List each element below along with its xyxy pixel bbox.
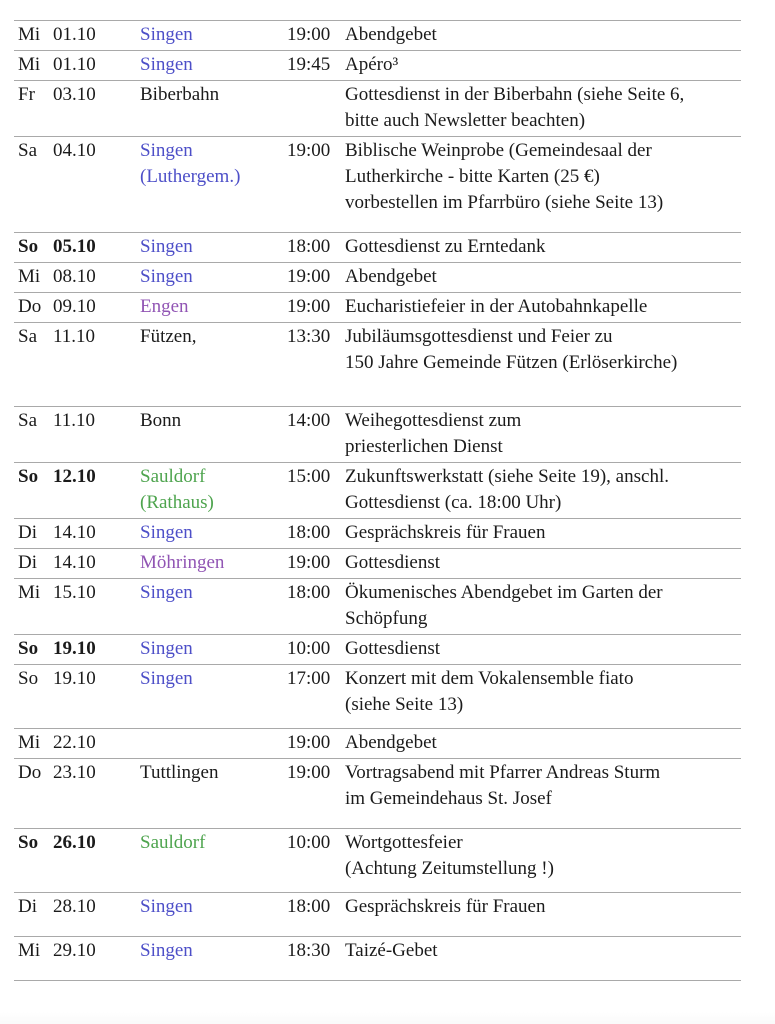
description-cell — [345, 463, 741, 519]
location-cell — [140, 323, 287, 407]
day-cell: Mi — [18, 940, 41, 961]
date-cell: 01.10 — [53, 24, 96, 45]
day-cell: So — [18, 466, 39, 487]
day-cell: So — [18, 236, 39, 257]
time-cell: 19:00 — [287, 732, 331, 753]
text-line: Abendgebet — [345, 24, 437, 45]
schedule-table — [14, 20, 741, 981]
text-line: Eucharistiefeier in der Autobahnkapelle — [345, 296, 648, 317]
text-line: Tuttlingen — [140, 762, 219, 783]
date-cell: 09.10 — [53, 296, 96, 317]
text-line: Gesprächskreis für Frauen — [345, 896, 546, 917]
text-line: im Gemeindehaus St. Josef — [345, 788, 552, 809]
time-cell: 10:00 — [287, 638, 331, 659]
location-cell — [140, 233, 287, 263]
table-row — [14, 729, 741, 759]
day-cell: So — [18, 832, 39, 853]
day-cell: Do — [18, 762, 42, 783]
day-cell: Sa — [18, 326, 37, 347]
day-cell: Di — [18, 522, 37, 543]
location-cell — [140, 759, 287, 829]
time-cell: 19:00 — [287, 140, 331, 161]
text-line: Singen — [140, 582, 193, 603]
time-cell: 18:30 — [287, 940, 331, 961]
text-line: Singen — [140, 140, 193, 161]
description-cell — [345, 829, 741, 893]
description-cell — [345, 51, 741, 81]
text-line: Apéro³ — [345, 54, 399, 75]
time-cell: 18:00 — [287, 522, 331, 543]
table-row — [14, 549, 741, 579]
date-cell: 19.10 — [53, 638, 96, 659]
time-cell: 18:00 — [287, 896, 331, 917]
day-cell: Mi — [18, 24, 41, 45]
location-cell — [140, 463, 287, 519]
location-cell — [140, 263, 287, 293]
text-line: Engen — [140, 296, 189, 317]
day-cell: Mi — [18, 582, 41, 603]
text-line: Ökumenisches Abendgebet im Garten der — [345, 582, 663, 603]
text-line: Abendgebet — [345, 266, 437, 287]
table-row — [14, 665, 741, 729]
time-cell: 19:00 — [287, 266, 331, 287]
time-cell — [287, 81, 345, 137]
text-line: Weihegottesdienst zum — [345, 410, 522, 431]
table-row — [14, 21, 741, 51]
text-line: Singen — [140, 522, 193, 543]
table-row — [14, 519, 741, 549]
text-line: bitte auch Newsletter beachten) — [345, 110, 586, 131]
location-cell — [140, 937, 287, 981]
date-cell: 19.10 — [53, 668, 96, 689]
text-line: Taizé-Gebet — [345, 940, 438, 961]
time-cell: 19:00 — [287, 24, 331, 45]
text-line: vorbestellen im Pfarrbüro (siehe Seite 13) — [345, 192, 664, 213]
location-cell — [140, 519, 287, 549]
table-row — [14, 323, 741, 407]
description-cell — [345, 635, 741, 665]
description-cell — [345, 549, 741, 579]
description-cell — [345, 407, 741, 463]
date-cell: 29.10 — [53, 940, 96, 961]
text-line: Jubiläumsgottesdienst und Feier zu — [345, 326, 613, 347]
date-cell: 15.10 — [53, 582, 96, 603]
location-cell — [140, 729, 287, 759]
date-cell: 14.10 — [53, 522, 96, 543]
table-row — [14, 893, 741, 937]
schedule-body — [14, 21, 741, 981]
text-line: Singen — [140, 940, 193, 961]
text-line: Vortragsabend mit Pfarrer Andreas Sturm — [345, 762, 661, 783]
table-row — [14, 233, 741, 263]
day-cell: So — [18, 638, 39, 659]
text-line: Gottesdienst in der Biberbahn (siehe Seite 6, — [345, 84, 685, 105]
day-cell: Mi — [18, 266, 41, 287]
text-line: priesterlichen Dienst — [345, 436, 503, 457]
text-line: 150 Jahre Gemeinde Fützen (Erlöserkirche) — [345, 352, 678, 373]
date-cell: 03.10 — [53, 84, 96, 105]
table-row — [14, 407, 741, 463]
text-line: Gottesdienst — [345, 638, 440, 659]
description-cell — [345, 263, 741, 293]
table-row — [14, 263, 741, 293]
date-cell: 28.10 — [53, 896, 96, 917]
table-row — [14, 51, 741, 81]
table-row — [14, 293, 741, 323]
text-line: (Achtung Zeitumstellung !) — [345, 858, 554, 879]
day-cell: Mi — [18, 54, 41, 75]
text-line: Gottesdienst zu Erntedank — [345, 236, 546, 257]
location-cell — [140, 893, 287, 937]
text-line: Singen — [140, 54, 193, 75]
description-cell — [345, 519, 741, 549]
table-row — [14, 759, 741, 829]
text-line: Biberbahn — [140, 84, 220, 105]
date-cell: 26.10 — [53, 832, 96, 853]
text-line: Konzert mit dem Vokalensemble fiato — [345, 668, 634, 689]
text-line: Fützen, — [140, 326, 197, 347]
time-cell: 18:00 — [287, 236, 331, 257]
description-cell — [345, 21, 741, 51]
location-cell — [140, 407, 287, 463]
text-line: Sauldorf — [140, 832, 206, 853]
description-cell — [345, 81, 741, 137]
description-cell — [345, 579, 741, 635]
location-cell — [140, 137, 287, 233]
date-cell: 08.10 — [53, 266, 96, 287]
date-cell: 23.10 — [53, 762, 96, 783]
time-cell: 19:00 — [287, 762, 331, 783]
table-row — [14, 579, 741, 635]
text-line: Zukunftswerkstatt (siehe Seite 19), anschl. — [345, 466, 669, 487]
text-line: Bonn — [140, 410, 182, 431]
date-cell: 01.10 — [53, 54, 96, 75]
location-cell — [140, 81, 287, 137]
text-line: Biblische Weinprobe (Gemeindesaal der — [345, 140, 652, 161]
description-cell — [345, 233, 741, 263]
day-cell: Mi — [18, 732, 41, 753]
day-cell: Sa — [18, 140, 37, 161]
day-cell: Fr — [18, 84, 35, 105]
date-cell: 11.10 — [53, 410, 96, 431]
day-cell: Sa — [18, 410, 37, 431]
text-line: Schöpfung — [345, 608, 428, 629]
description-cell — [345, 293, 741, 323]
text-line: Gottesdienst — [345, 552, 440, 573]
text-line: Wortgottesfeier — [345, 832, 463, 853]
date-cell: 04.10 — [53, 140, 96, 161]
time-cell: 19:45 — [287, 54, 331, 75]
description-cell — [345, 893, 741, 937]
description-cell — [345, 137, 741, 233]
time-cell: 17:00 — [287, 668, 331, 689]
day-cell: Do — [18, 296, 42, 317]
location-cell — [140, 635, 287, 665]
text-line: Singen — [140, 638, 193, 659]
date-cell: 11.10 — [53, 326, 96, 347]
time-cell: 15:00 — [287, 466, 331, 487]
time-cell: 13:30 — [287, 326, 331, 347]
text-line: Singen — [140, 896, 193, 917]
description-cell — [345, 759, 741, 829]
time-cell: 19:00 — [287, 296, 331, 317]
date-cell: 12.10 — [53, 466, 96, 487]
text-line: (Rathaus) — [140, 492, 214, 513]
table-row — [14, 81, 741, 137]
description-cell — [345, 665, 741, 729]
table-row — [14, 137, 741, 233]
description-cell — [345, 323, 741, 407]
location-cell — [140, 549, 287, 579]
date-cell: 14.10 — [53, 552, 96, 573]
document-page — [0, 20, 775, 1024]
location-cell — [140, 579, 287, 635]
text-line: Singen — [140, 24, 193, 45]
table-row — [14, 829, 741, 893]
text-line: Singen — [140, 266, 193, 287]
text-line: Gottesdienst (ca. 18:00 Uhr) — [345, 492, 562, 513]
text-line: (Luthergem.) — [140, 166, 241, 187]
table-row — [14, 463, 741, 519]
text-line: Abendgebet — [345, 732, 437, 753]
text-line: Möhringen — [140, 552, 225, 573]
text-line: Singen — [140, 236, 193, 257]
description-cell — [345, 937, 741, 981]
text-line: (siehe Seite 13) — [345, 694, 464, 715]
location-cell — [140, 665, 287, 729]
time-cell: 18:00 — [287, 582, 331, 603]
location-cell — [140, 51, 287, 81]
day-cell: Di — [18, 896, 37, 917]
day-cell: So — [18, 668, 39, 689]
table-row — [14, 937, 741, 981]
time-cell: 10:00 — [287, 832, 331, 853]
time-cell: 19:00 — [287, 552, 331, 573]
date-cell: 05.10 — [53, 236, 96, 257]
text-line: Lutherkirche - bitte Karten (25 €) — [345, 166, 600, 187]
table-row — [14, 635, 741, 665]
date-cell: 22.10 — [53, 732, 96, 753]
location-cell — [140, 829, 287, 893]
text-line: Sauldorf — [140, 466, 206, 487]
text-line: Singen — [140, 668, 193, 689]
location-cell — [140, 293, 287, 323]
description-cell — [345, 729, 741, 759]
location-cell — [140, 21, 287, 51]
page-bottom-shadow — [0, 1012, 775, 1024]
time-cell: 14:00 — [287, 410, 331, 431]
text-line: Gesprächskreis für Frauen — [345, 522, 546, 543]
day-cell: Di — [18, 552, 37, 573]
